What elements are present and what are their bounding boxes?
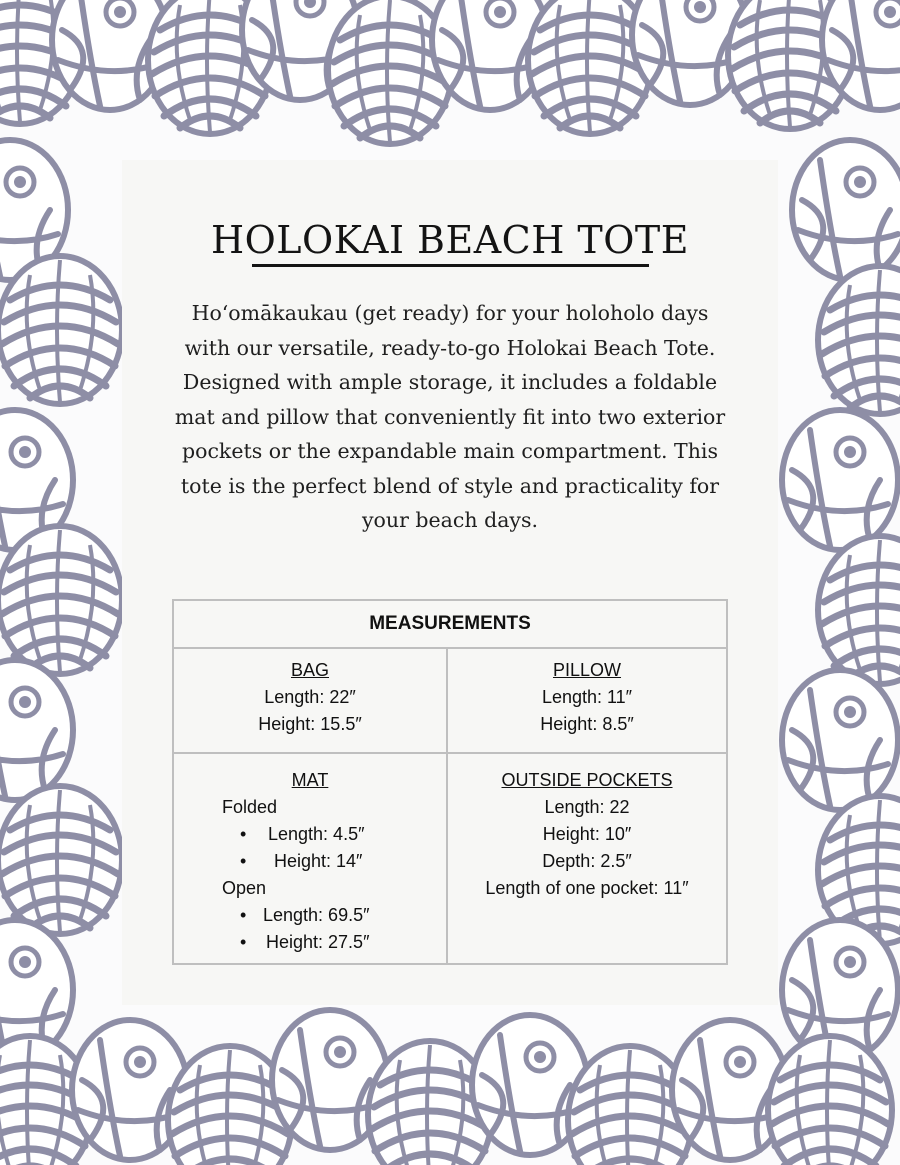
bullet: •	[240, 932, 247, 952]
bullet: •	[240, 905, 247, 925]
pillow-label: PILLOW	[552, 660, 622, 680]
bag-cell	[174, 657, 446, 738]
title-underline	[252, 264, 649, 267]
mat-folded-label: Folded	[222, 797, 278, 817]
outside-pockets-cell	[448, 767, 726, 902]
bullet: •	[240, 851, 247, 871]
pillow-length: Length: 11″	[541, 687, 633, 707]
pockets-one-pocket-length: Length of one pocket: 11″	[485, 878, 689, 898]
pockets-depth: Depth: 2.5″	[542, 851, 632, 871]
mat-label: MAT	[291, 770, 329, 790]
mat-folded-list	[174, 821, 446, 875]
list-item: • Height: 14″	[174, 848, 446, 875]
bag-height: Height: 15.5″	[258, 714, 362, 734]
measurements-heading: MEASUREMENTS	[174, 601, 726, 649]
table-divider-horizontal	[174, 752, 726, 754]
outside-pockets-label: OUTSIDE POCKETS	[501, 770, 673, 790]
bag-label: BAG	[290, 660, 329, 680]
pillow-cell	[448, 657, 726, 738]
list-item: • Height: 27.5″	[174, 929, 446, 956]
bullet: •	[240, 824, 247, 844]
mat-cell	[174, 767, 446, 956]
measurements-table	[172, 599, 728, 965]
pockets-length: Length: 22	[544, 797, 630, 817]
mat-open-list	[174, 902, 446, 956]
pillow-height: Height: 8.5″	[540, 714, 634, 734]
list-item: • Length: 4.5″	[174, 821, 446, 848]
pockets-height: Height: 10″	[542, 824, 632, 844]
bag-length: Length: 22″	[264, 687, 356, 707]
list-item: • Length: 69.5″	[174, 902, 446, 929]
mat-open-label: Open	[222, 878, 267, 898]
page-title: HOLOKAI BEACH TOTE	[210, 218, 690, 262]
product-description: Hoʻomākaukau (get ready) for your holoholo days with our versatile, ready-to-go Holokai Beach Tote. Designed with ample storage, it includes a foldable mat and pillow that conveniently fit into two exterior pockets or the expandable main compartment. This tote is the perfect blend of style and practicality for your beach days.	[174, 301, 726, 532]
